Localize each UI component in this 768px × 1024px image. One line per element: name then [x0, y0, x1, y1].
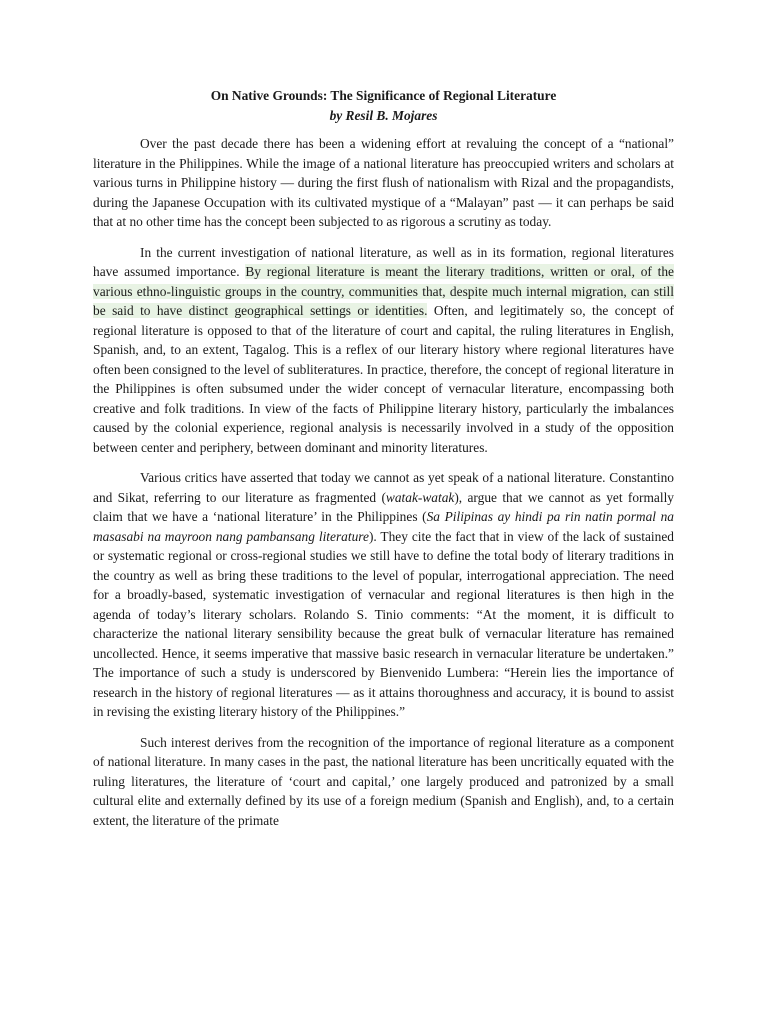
paragraph-2-intro: In the current investigation of national literature, as well as in its formation, regional literatures have assumed importance. — [93, 244, 674, 279]
paragraph-1 — [93, 134, 674, 232]
paragraph-3-part-c: ). They cite the fact that in view of the lack of sustained or systematic regional or cross-regional studies we still have to define the total body of literary traditions in the country as well as bring these traditions to the level of popular, interrogational appreciation. The need for a broadly-based, systematic investigation of vernacular and regional literatures is then high in the agenda of today’s literary scholars. Rolando S. Tinio comments: “At the moment, it is difficult to characterize the national literary sensibility because the great bulk of vernacular literature has remained uncollected. Hence, it seems imperative that massive basic research in vernacular literature be undertaken.” The importance of such a study is underscored by Bienvenido Lumbera: “Herein lies the importance of research in the history of regional literatures — as it attains thoroughness and accuracy, it is bound to assist in revising the existing literary history of the Philippines.” — [93, 528, 674, 719]
document-page — [93, 86, 674, 841]
paragraph-3-part-a: Various critics have asserted that today we cannot as yet speak of a national literature. Constantino and Sikat, referring to our literature as fragmented ( — [93, 470, 674, 505]
paragraph-1-text: Over the past decade there has been a widening effort at revaluing the concept of a “national” literature in the Philippines. While the image of a national literature has preoccupied writers and scholars at various turns in Philippine history — during the first flush of nationalism with Rizal and the propagandists, during the Japanese Occupation with its cultivated mystique of a “Malayan” past — it can perhaps be said that at no other time has the concept been subjected to as rigorous a scrutiny as today. — [93, 136, 674, 229]
italic-term-watak-watak: watak-watak — [385, 489, 455, 505]
highlighted-definition[interactable]: By regional literature is meant the literary traditions, written or oral, of the various ethno-linguistic groups in the country, communities that, despite much internal migration, can still be said to have distinct geographical settings or identities. — [93, 264, 675, 318]
document-title: On Native Grounds: The Significance of Regional Literature — [210, 88, 557, 103]
paragraph-2-rest: Often, and legitimately so, the concept of regional literature is opposed to that of the literature of court and capital, the ruling literatures in English, Spanish, and, to an extent, Tagalog. This is a reflex of our literary history where regional literatures have often been consigned to the level of subliteratures. In practice, therefore, the concept of regional literature in the Philippines is often subsumed under the wider concept of vernacular literature, encompassing both creative and folk traditions. In view of the facts of Philippine literary history, particularly the imbalances caused by the colonial experience, regional analysis is necessarily involved in a study of the opposition between center and periphery, between dominant and minority literatures. — [93, 303, 674, 455]
paragraph-3 — [93, 468, 674, 722]
paragraph-3-part-b: ), argue that we cannot as yet formally claim that we have a ‘national literature’ in the Philippines ( — [93, 489, 674, 524]
paragraph-2 — [93, 243, 674, 458]
paragraph-4 — [93, 733, 674, 831]
author-byline: by Resil B. Mojares — [329, 107, 438, 123]
paragraph-4-text: Such interest derives from the recognition of the importance of regional literature as a component of national literature. In many cases in the past, the national literature has been uncritically equated with the ruling literatures, the literature of ‘court and capital,’ one largely produced and patronized by a small cultural elite and externally defined by its use of a foreign medium (Spanish and English), and, to a certain extent, the literature of the primate — [93, 734, 674, 828]
italic-filipino-quote: Sa Pilipinas ay hindi pa rin natin pormal na masasabi na mayroon nang pambansang literature — [93, 509, 674, 544]
